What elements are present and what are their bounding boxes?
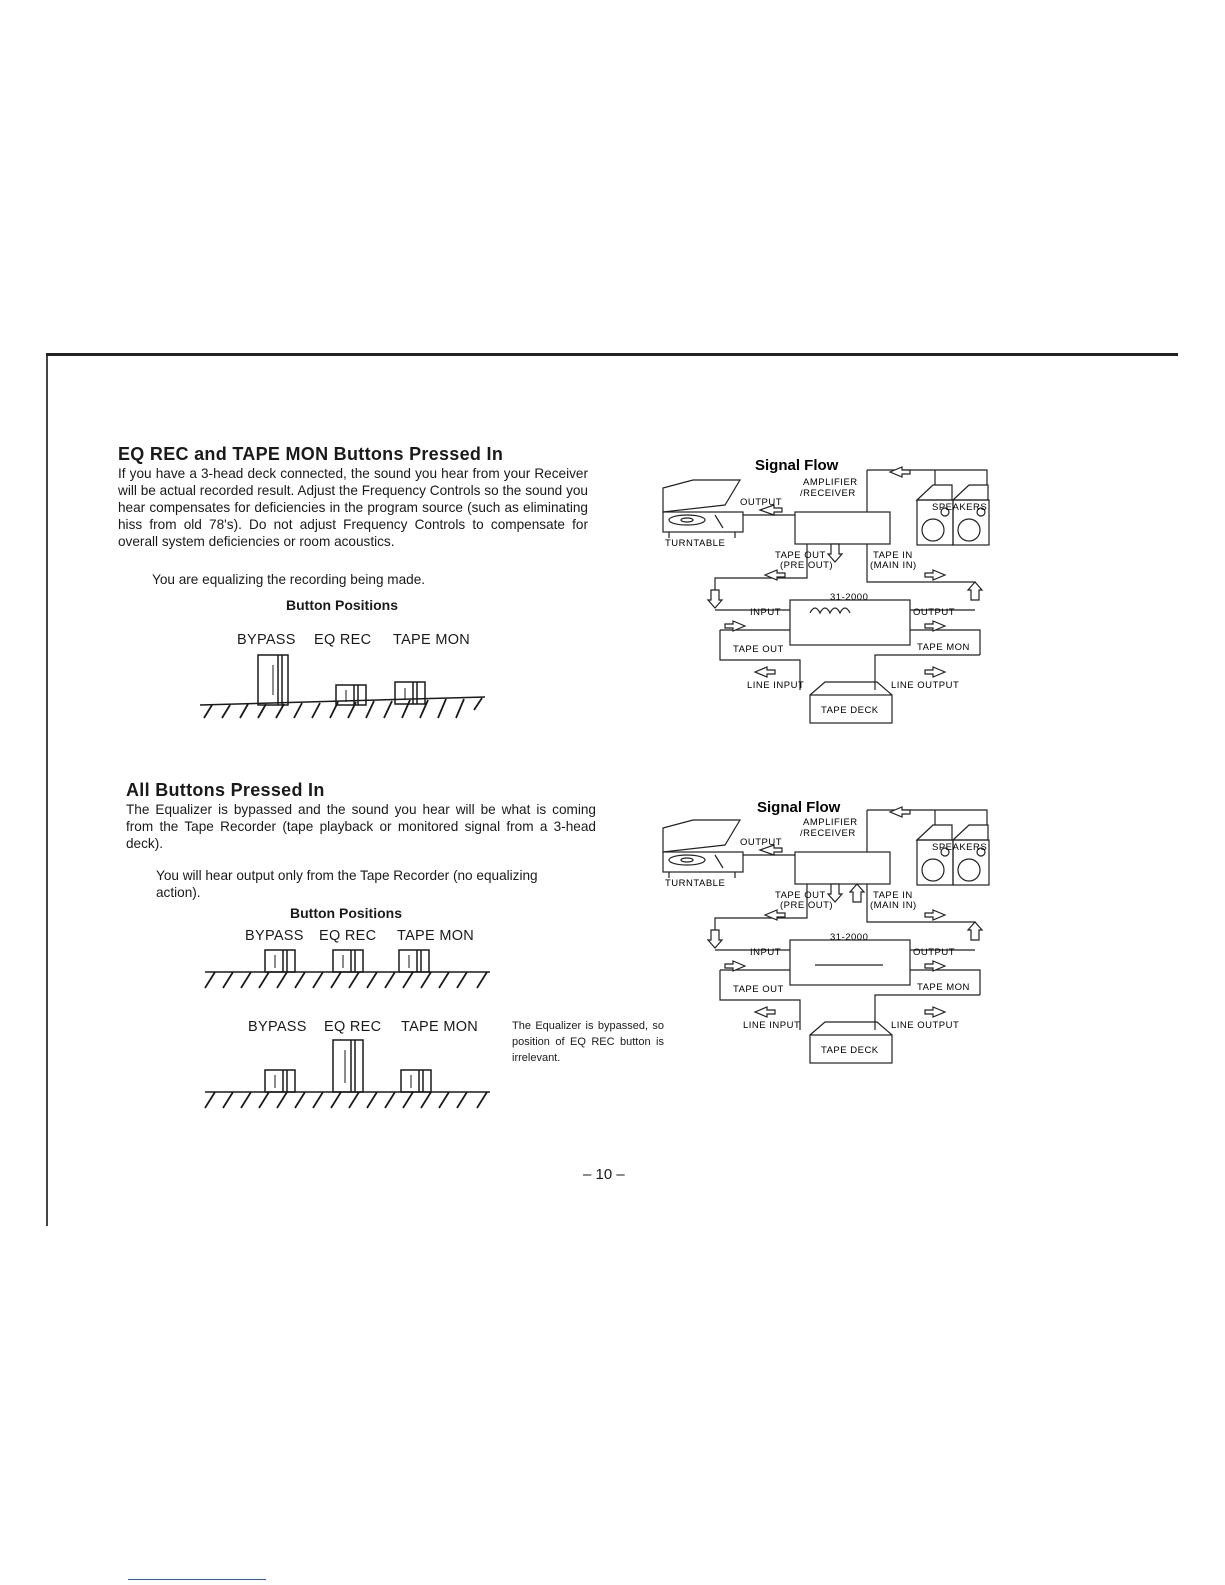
model-label: 31-2000 [830,932,869,943]
tape-deck-label: TAPE DECK [821,705,879,716]
main-in-label: (MAIN IN) [870,900,917,911]
receiver-label: /RECEIVER [800,488,856,499]
pre-out-label: (PRE OUT) [780,560,834,571]
tape-mon-button-pressed [399,950,429,972]
hatch-lines [205,972,487,988]
speakers-icon [917,485,989,545]
amplifier-box [795,852,890,884]
hatch-lines [205,1092,487,1108]
section2-button-diagram-b [195,1035,505,1115]
eq-output-label: OUTPUT [913,607,956,618]
label-tape-mon: TAPE MON [401,1019,479,1035]
tape-out-label: TAPE OUT [775,890,826,901]
speakers-label: SPEAKERS [932,842,988,853]
section2-indent-text: You will hear output only from the Tape Recorder (no equalizing action). [156,868,538,900]
line-input-label: LINE INPUT [743,1020,801,1031]
turntable-label: TURNTABLE [665,878,726,889]
section2-button-diagram-a [195,940,505,1000]
eq-rec-button-pressed [333,950,363,972]
bypass-note: The Equalizer is bypassed, so position of EQ REC button is irrelevant. [512,1020,664,1064]
bypass-button-pressed [265,1070,295,1092]
speakers-label: SPEAKERS [932,502,988,513]
turntable-icon [663,820,743,878]
page-number: – 10 – [583,1166,625,1183]
eq-rec-button-pressed [336,685,366,705]
section1-body: If you have a 3-head deck connected, the sound you hear from your Receiver will be actual recorded result. Adjust the Frequency Controls so the sound you hear compensates for deficiencies in the program source (such as eliminating hiss from old 78's). Do not adjust Frequency Controls to compensate for overall system deficiencies or room acoustics. [118,466,588,549]
label-bypass: BYPASS [245,928,304,944]
tape-mon-button-pressed [401,1070,431,1092]
line-output-label: LINE OUTPUT [891,680,960,691]
input-label: INPUT [750,607,781,618]
eq-tape-out-label: TAPE OUT [733,644,784,655]
label-eq-rec: EQ REC [319,928,377,944]
amplifier-label: AMPLIFIER [803,817,858,828]
section2-heading: All Buttons Pressed In [126,780,325,800]
tape-mon-label: TAPE MON [917,642,970,653]
section1-indent-text: You are equalizing the recording being made. [152,572,426,587]
receiver-label: /RECEIVER [800,828,856,839]
section2-body: The Equalizer is bypassed and the sound you hear will be what is coming from the Tape Recorder (tape playback or monitored signal from a 3-head deck). [126,802,596,851]
label-tape-mon: TAPE MON [393,632,471,648]
top-rule [46,353,1178,356]
turntable-icon [663,480,743,538]
output-label: OUTPUT [740,497,783,508]
label-eq-rec: EQ REC [324,1019,382,1035]
eq-output-label: OUTPUT [913,947,956,958]
bottom-link-underline [128,1579,266,1580]
bypass-button-raised [258,655,288,705]
section1-heading: EQ REC and TAPE MON Buttons Pressed In [118,444,504,464]
tape-in-label: TAPE IN [873,550,913,561]
tape-mon-label: TAPE MON [917,982,970,993]
signal-flow-diagram-2 [655,790,1000,1070]
section2-button-positions-title: Button Positions [290,905,402,921]
label-bypass: BYPASS [237,632,296,648]
speakers-icon [917,825,989,885]
amplifier-box [795,512,890,544]
signal-flow-title: Signal Flow [755,457,839,474]
signal-flow-diagram-1 [655,450,1000,730]
amplifier-label: AMPLIFIER [803,477,858,488]
equalizer-box [790,600,910,645]
section1-button-diagram [190,650,500,740]
label-eq-rec: EQ REC [314,632,372,648]
left-margin-rule [46,356,48,1226]
equalizer-box [790,940,910,985]
signal-flow-title: Signal Flow [757,799,841,816]
main-in-label: (MAIN IN) [870,560,917,571]
tape-in-label: TAPE IN [873,890,913,901]
section1-button-positions-title: Button Positions [286,597,398,613]
label-tape-mon: TAPE MON [397,928,475,944]
bypass-button-pressed [265,950,295,972]
input-label: INPUT [750,947,781,958]
model-label: 31-2000 [830,592,869,603]
line-input-label: LINE INPUT [747,680,805,691]
line-output-label: LINE OUTPUT [891,1020,960,1031]
eq-tape-out-label: TAPE OUT [733,984,784,995]
tape-out-label: TAPE OUT [775,550,826,561]
tape-deck-label: TAPE DECK [821,1045,879,1056]
output-label: OUTPUT [740,837,783,848]
pre-out-label: (PRE OUT) [780,900,834,911]
turntable-label: TURNTABLE [665,538,726,549]
label-bypass: BYPASS [248,1019,307,1035]
eq-rec-button-raised [333,1040,363,1092]
